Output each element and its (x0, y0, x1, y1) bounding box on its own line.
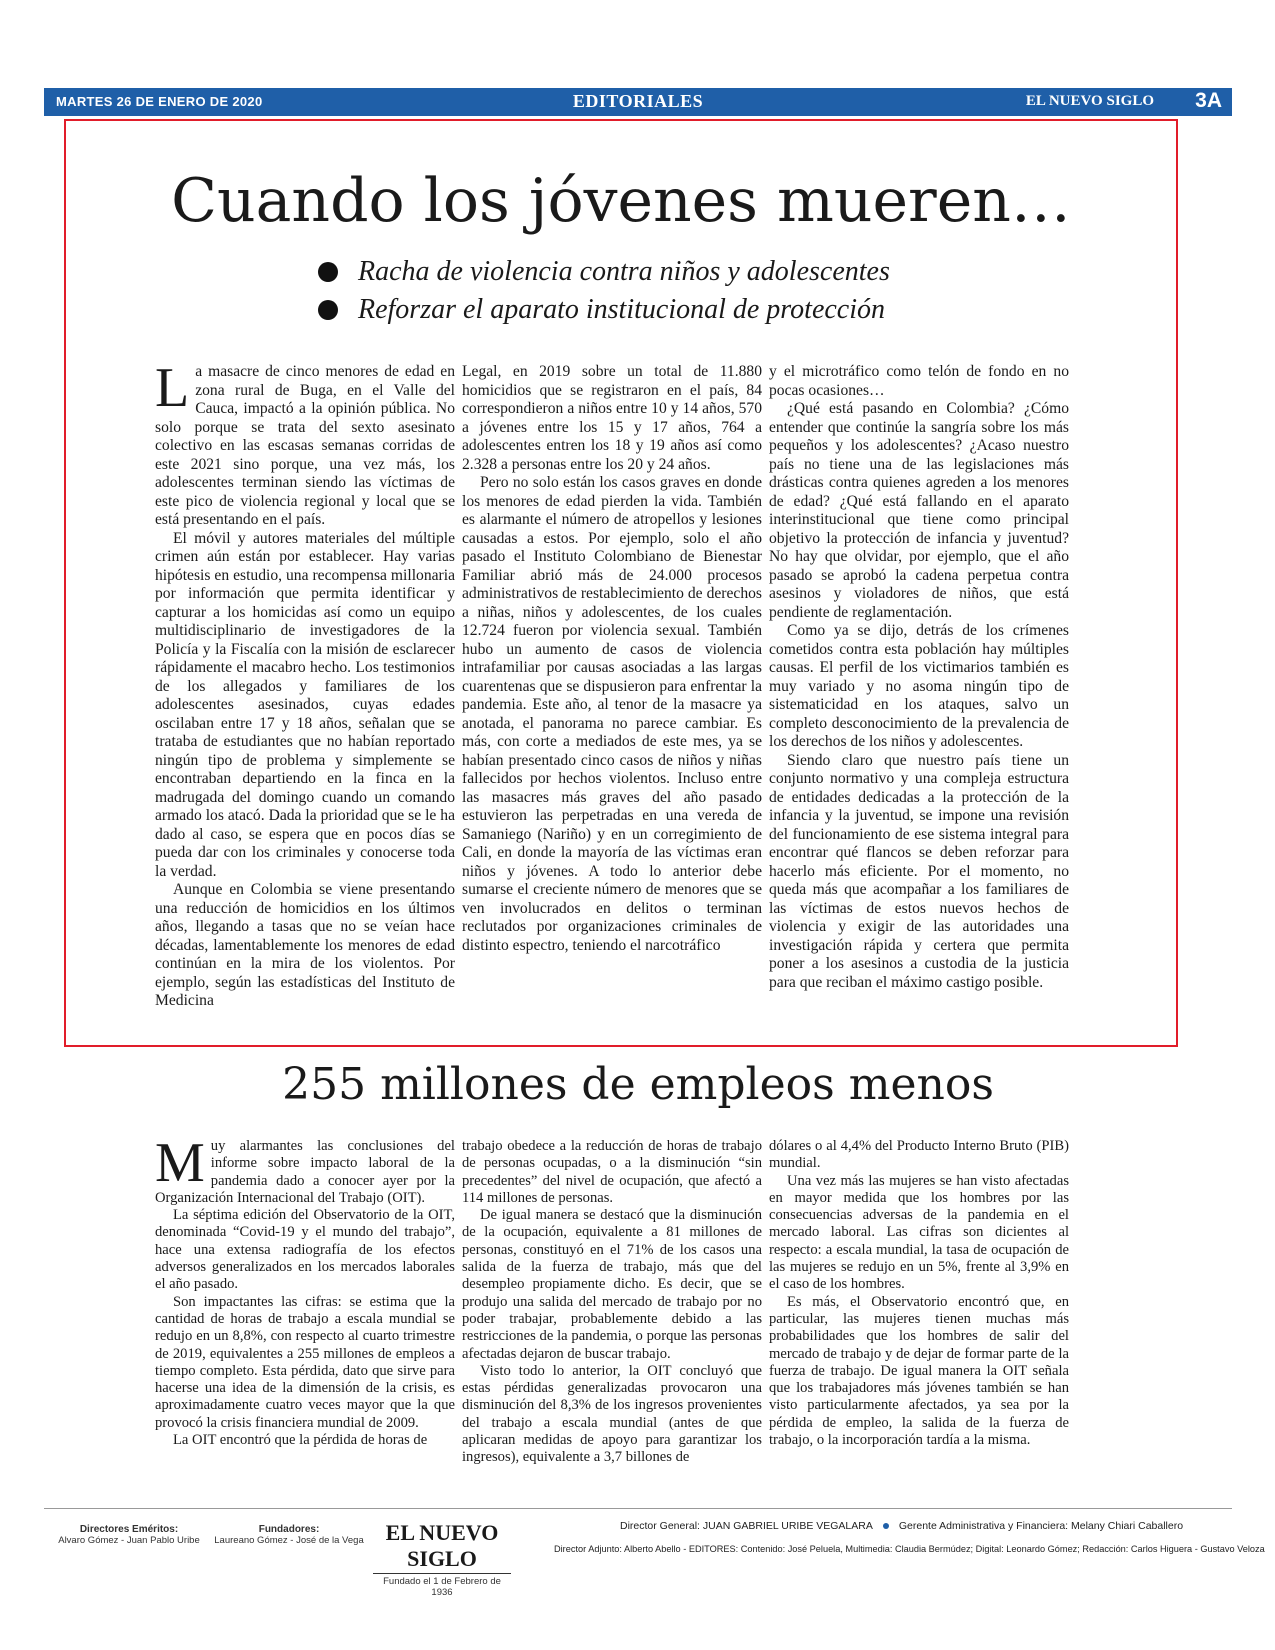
bullet-dot-icon (318, 300, 338, 320)
editorial-title: Cuando los jóvenes mueren… (171, 166, 1071, 236)
article-paragraph: De igual manera se destacó que la disminución de la ocupación, equivalente a 81 millones de personas, constituyó en el 71% de los casos una salida de la fuerza de trabajo, más que del desempleo propiamente dicho. Es decir, que se produjo una salida del mercado de trabajo por no poder trabajar, probablemente debido a las restricciones de la pandemia, o porque las personas afectadas dejaron de buscar trabajo. (462, 1207, 762, 1362)
article-paragraph: Aunque en Colombia se viene presentando una reducción de homicidios en los últimos años, llegando a tasas que no se veían hace décadas, lamentablemente los menores de edad continúan en la mira de los violentos. Por ejemplo, según las estadísticas del Instituto de Medicina (155, 881, 455, 1009)
article-paragraph: Son impactantes las cifras: se estima que la cantidad de horas de trabajo a escala mundial se redujo en un 8,8%, con respecto al cuarto trimestre de 2019, equivalentes a 255 millones de empleos a tiempo completo. Esta pérdida, dato que sirve para hacerse una idea de la dimensión de la crisis, es aproximadamente cuatro veces mayor que la que provocó la crisis financiera mundial de 2009. (155, 1293, 455, 1431)
article1-column-1 (155, 357, 455, 1043)
article-paragraph: Muy alarmantes las conclusiones del informe sobre impacto laboral de la pandemia dado a conocer ayer por la Organización Internacional del Trabajo (OIT). (155, 1132, 455, 1206)
masthead-brand: EL NUEVO SIGLO (1025, 93, 1154, 109)
article-paragraph: La masacre de cinco menores de edad en zona rural de Buga, en el Valle del Cauca, impactó a la opinión pública. No solo porque se trata del sexto asesinato colectivo en las escasas semanas corridas de este 2021 sino porque, una vez más, los adolescentes terminan siendo las víctimas de este pico de violencia regional y local que se está presentando en el país. (155, 357, 455, 528)
footer-management (620, 1520, 1240, 1532)
manager: Gerente Administrativa y Financiera: Melany Chiari Caballero (898, 1520, 1184, 1532)
subhead-item (318, 253, 1018, 291)
article-paragraph: Legal, en 2019 sobre un total de 11.880 homicidios que se registraron en el país, 84 correspondieron a niños entre 10 y 14 años, 570 a jóvenes entre los 15 y 17 años, 764 a adolescentes entren los 18 y 19 años así como 2.328 a personas entre los 20 y 24 años. (462, 363, 762, 473)
drop-cap: M (155, 1132, 205, 1194)
director-general: Director General: JUAN GABRIEL URIBE VEGALARA (620, 1520, 873, 1532)
article-paragraph: trabajo obedece a la reducción de horas de trabajo de personas ocupadas, o a la disminución “sin precedentes” del nivel de ocupación, que afectó a 114 millones de personas. (462, 1138, 762, 1206)
article1-column-2 (462, 363, 762, 1043)
separator-dot-icon (883, 1523, 889, 1529)
footer-founders (204, 1524, 374, 1546)
article2-column-1 (155, 1132, 455, 1478)
article2-column-2 (462, 1138, 762, 1478)
directors-names: Alvaro Gómez - Juan Pablo Uribe (58, 1535, 200, 1546)
subhead-item (318, 291, 1018, 329)
page-number: 3A (1195, 89, 1222, 112)
founders-label: Fundadores: (258, 1524, 320, 1535)
article-paragraph: Siendo claro que nuestro país tiene un conjunto normativo y una compleja estructura de entidades dedicadas a la protección de la infancia y la juventud, se impone una revisión del funcionamiento de ese sistema integral para encontrar qué flancos se deben reforzar para hacerlo más eficiente. Por el momento, no queda más que acompañar a los familiares de las víctimas de estos nuevos hechos de violencia y exigir de las autoridades una investigación rápida y certera que permita poner a los asesinos a custodia de la justicia para que reciban el máximo castigo posible. (769, 751, 1069, 991)
newspaper-logo: EL NUEVO SIGLO (373, 1520, 511, 1574)
article2-title: 255 millones de empleos menos (282, 1059, 994, 1110)
section-title: EDITORIALES (572, 91, 704, 111)
article-paragraph: y el microtráfico como telón de fondo en no pocas ocasiones… (769, 363, 1069, 399)
footer-logo (373, 1520, 511, 1598)
article2-column-3 (769, 1138, 1069, 1478)
article-paragraph: La OIT encontró que la pérdida de horas de (173, 1432, 428, 1449)
article-paragraph: ¿Qué está pasando en Colombia? ¿Cómo entender que continúe la sangría sobre los más pequeños y los adolescentes? ¿Acaso nuestro país no tiene una de las legislaciones más drásticas contra quienes agreden a los menores de edad? ¿Qué está fallando en el aparato interinstitucional que tiene como principal objetivo la protección de infancia y juventud? No hay que olvidar, por ejemplo, que el año pasado se aprobó la cadena perpetua contra asesinos y violadores de niños, que está pendiente de reglamentación. (769, 400, 1069, 621)
article-paragraph: Visto todo lo anterior, la OIT concluyó que estas pérdidas generalizadas provocaron una disminución del 8,3% de los ingresos provenientes del trabajo a escala mundial (antes de que aplicaran medidas de apoyo para garantizar los ingresos), equivalente a 3,7 billones de (462, 1362, 762, 1466)
founded-date: Fundado el 1 de Febrero de 1936 (383, 1576, 501, 1598)
article1-column-3 (769, 363, 1069, 1043)
footer-divider (44, 1508, 1232, 1509)
article-paragraph: La séptima edición del Observatorio de la OIT, denominada “Covid-19 y el mundo del trabajo”, hace una extensa radiografía de los efectos adversos generalizados en los mercados laborales el año pasado. (155, 1207, 455, 1293)
footer-editors: Director Adjunto: Alberto Abello - EDITORES: Contenido: José Peluela, Multimedia: Claudia Bermúdez; Digital: Leonardo Gómez; Redacción: Carlos Higuera - Gustavo Veloza (554, 1544, 1265, 1554)
footer-directors (44, 1524, 214, 1546)
article-paragraph: dólares o al 4,4% del Producto Interno Bruto (PIB) mundial. (769, 1138, 1069, 1172)
article-paragraph: El móvil y autores materiales del múltiple crimen aún están por establecer. Hay varias hipótesis en estudio, una recompensa millonaria por información que permita identificar y capturar a los homicidas así como un equipo multidisciplinario de investigadores de la Policía y la Fiscalía con la misión de esclarecer rápidamente el macabro hecho. Los testimonios de los allegados y familiares de los adolescentes asesinados, cuyas edades oscilaban entre 17 y 18 años, señalan que se trataba de estudiantes que no habían reportado ningún tipo de problema y simplemente se encontraban departiendo en la finca en la madrugada del domingo cuando un comando armado los atacó. Dada la prioridad que se le ha dado al caso, se espera que en pocos días se pueda dar con los criminales y conocerse toda la verdad. (155, 529, 455, 880)
issue-date: MARTES 26 DE ENERO DE 2020 (56, 94, 263, 109)
article-paragraph: Pero no solo están los casos graves en donde los menores de edad pierden la vida. También es alarmante el número de atropellos y lesiones causadas a estos. Por ejemplo, solo el año pasado el Instituto Colombiano de Bienestar Familiar abrió más de 24.000 procesos administrativos de restablecimiento de derechos a niñas, niños y adolescentes, de los cuales 12.724 fueron por violencia sexual. También hubo un aumento de casos de violencia intrafamiliar por causas asociadas a las largas cuarentenas que se dispusieron para enfrentar la pandemia. Este año, al tenor de la masacre ya anotada, el panorama no parece cambiar. Es más, con corte a mediados de este mes, ya se habían presentado cinco casos de niños y niñas fallecidos por hechos violentos. Incluso entre las masacres más graves del año pasado estuvieron las perpetradas en una vereda de Samaniego (Nariño) y en un corregimiento de Cali, en donde la mayoría de las víctimas eran niños y jóvenes. A todo lo anterior debe sumarse el creciente número de menores que se ven involucrados en delitos o terminan reclutados por organizaciones criminales de distinto espectro, teniendo el narcotráfico (462, 474, 762, 954)
article-paragraph: Como ya se dijo, detrás de los crímenes cometidos contra esta población hay múltiples causas. El perfil de los victimarios también es muy variado y no asoma ningún tipo de sistematicidad en los ataques, salvo un completo desconocimiento de la prevalencia de los derechos de los niños y adolescentes. (769, 622, 1069, 750)
subhead-text: Reforzar el aparato institucional de protección (358, 294, 886, 325)
article-paragraph: Una vez más las mujeres se han visto afectadas en mayor medida que los hombres por las consecuencias adversas de la pandemia en el mercado laboral. Las cifras son dicientes al respecto: a escala mundial, la tasa de ocupación de las mujeres se redujo en un 5%, frente al 3,9% en el caso de los hombres. (769, 1172, 1069, 1293)
subhead-text: Racha de violencia contra niños y adolescentes (358, 256, 890, 287)
drop-cap: L (155, 357, 190, 419)
directors-label: Directores Eméritos: (79, 1524, 179, 1535)
bullet-dot-icon (318, 262, 338, 282)
editorial-subheads (318, 253, 1018, 329)
article-paragraph: Es más, el Observatorio encontró que, en particular, las mujeres tienen muchas más probabilidades que los hombres de salir del mercado de trabajo y de dejar de formar parte de la fuerza de trabajo. De igual manera la OIT señala que los trabajadores más jóvenes también se han visto particularmente afectados, ya sea por la pérdida de empleo, la salida de la fuerza de trabajo, o la incorporación tardía a la misma. (769, 1293, 1069, 1449)
page-header-bar (44, 88, 1232, 116)
founders-names: Laureano Gómez - José de la Vega (214, 1535, 364, 1546)
